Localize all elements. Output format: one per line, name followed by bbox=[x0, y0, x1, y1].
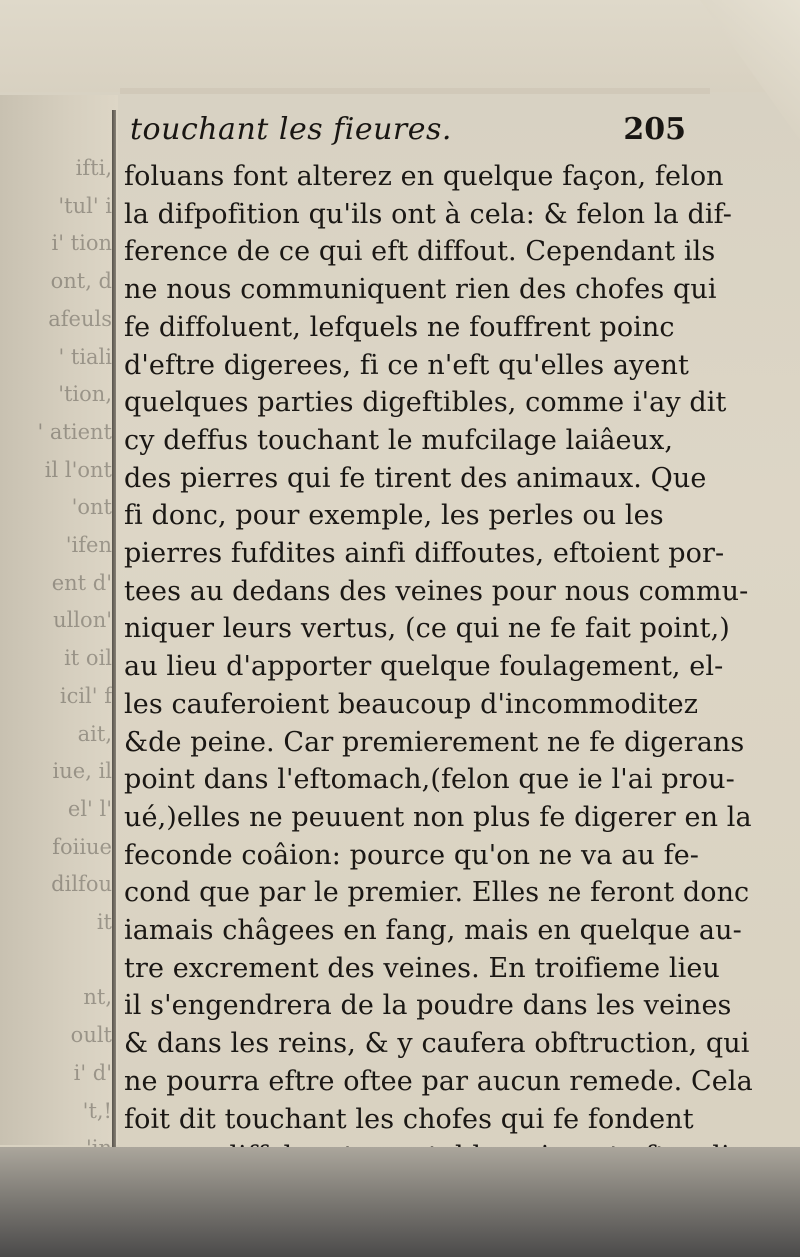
text-line: il s'engendrera de la poudre dans les veines bbox=[124, 990, 732, 1022]
bleed-fragment: ' atient bbox=[37, 419, 112, 444]
text-line: ference de ce qui eft diffout. Cependant ils bbox=[124, 236, 716, 268]
text-line: foluans font alterez en quelque façon, felon bbox=[124, 161, 724, 192]
text-line: d'eftre digerees, fi ce n'eft qu'elles ayent bbox=[124, 349, 689, 381]
text-line: fi donc, pour exemple, les perles ou les bbox=[124, 500, 664, 532]
text-line: ué,)elles ne peuuent non plus fe digerer en la bbox=[124, 801, 752, 833]
bleed-fragment: afeuls bbox=[48, 306, 112, 331]
bleed-fragment: 'ont bbox=[71, 495, 112, 520]
text-line: & dans les reins, & y caufera obftruction, qui bbox=[124, 1028, 750, 1060]
binding-gutter bbox=[112, 110, 116, 1190]
bleed-fragment: dilfou bbox=[51, 872, 112, 897]
bleed-fragment: 'ifen bbox=[65, 533, 112, 558]
book-page bbox=[118, 112, 753, 1251]
bleed-through-text bbox=[0, 150, 112, 1243]
text-line: ne nous communiquent rien des chofes qui bbox=[124, 274, 717, 306]
text-line: tre excrement des veines. En troifieme lieu bbox=[124, 952, 720, 984]
text-line: des pierres qui fe tirent des animaux. Que bbox=[124, 462, 707, 494]
text-line: quelques parties digeftibles, comme i'ay dit bbox=[124, 387, 727, 419]
text-line: pierres fufdites ainfi diffoutes, eftoient por- bbox=[124, 538, 725, 570]
bleed-fragment: el' l' bbox=[67, 796, 112, 821]
text-line: la difpofition qu'ils ont à cela: & felon la dif- bbox=[124, 198, 732, 230]
text-line: au lieu d'apporter quelque foulagement, el- bbox=[124, 651, 724, 683]
text-line: cy deffus touchant le mufcilage laiâeux, bbox=[124, 424, 674, 456]
text-line: foit dit touchant les chofes qui fe fondent bbox=[124, 1103, 694, 1135]
bleed-fragment: i' tion bbox=[51, 231, 112, 256]
running-title: touchant les fieures. bbox=[130, 112, 452, 147]
text-line: cond que par le premier. Elles ne feront donc bbox=[124, 877, 750, 909]
bleed-fragment: it oil bbox=[64, 646, 112, 671]
bleed-fragment: foiiue bbox=[52, 834, 112, 859]
text-line: point dans l'eftomach,(felon que ie l'ai prou- bbox=[124, 764, 735, 796]
scan-bottom-shadow bbox=[0, 1147, 800, 1257]
bleed-fragment: 'tul' i bbox=[58, 193, 112, 218]
text-line: fe diffoluent, lefquels ne fouffrent poinc bbox=[124, 311, 675, 343]
text-line: tees au dedans des veines pour nous commu- bbox=[124, 575, 749, 607]
page-top-margin bbox=[0, 0, 800, 92]
page-top-edge bbox=[120, 88, 710, 94]
page-header bbox=[118, 112, 718, 158]
bleed-fragment: ' tiali bbox=[58, 344, 112, 369]
bleed-fragment: il l'ont bbox=[44, 457, 112, 482]
bleed-fragment: ait, bbox=[77, 721, 112, 746]
page-number: 205 bbox=[623, 112, 686, 147]
text-line: ne pourra eftre oftee par aucun remede. Cela bbox=[124, 1065, 753, 1097]
bleed-fragment: ent d' bbox=[51, 570, 112, 595]
text-line: &de peine. Car premierement ne fe digerans bbox=[124, 726, 745, 758]
bleed-fragment: it bbox=[96, 910, 112, 935]
bleed-fragment: 'tion, bbox=[58, 382, 112, 407]
text-line: les cauferoient beaucoup d'incommoditez bbox=[124, 688, 699, 720]
bleed-fragment: 't,! bbox=[82, 1098, 112, 1123]
bleed-fragment: oult bbox=[70, 1023, 112, 1048]
text-line: feconde coâion: pource qu'on ne va au fe- bbox=[124, 839, 700, 871]
bleed-fragment: nt, bbox=[83, 985, 112, 1010]
body-text bbox=[118, 158, 753, 1251]
bleed-fragment: ifti, bbox=[75, 156, 112, 180]
text-line: niquer leurs vertus, (ce qui ne fe fait point,) bbox=[124, 613, 730, 645]
bleed-fragment: i' d' bbox=[73, 1060, 112, 1085]
bleed-fragment: iue, il bbox=[52, 759, 112, 784]
bleed-fragment: icil' f bbox=[59, 683, 112, 708]
bleed-fragment: ont, d bbox=[50, 269, 112, 294]
bleed-fragment: ullon' bbox=[53, 608, 112, 633]
bleed-fragment bbox=[0, 942, 112, 980]
text-line: iamais châgees en fang, mais en quelque au- bbox=[124, 915, 742, 947]
